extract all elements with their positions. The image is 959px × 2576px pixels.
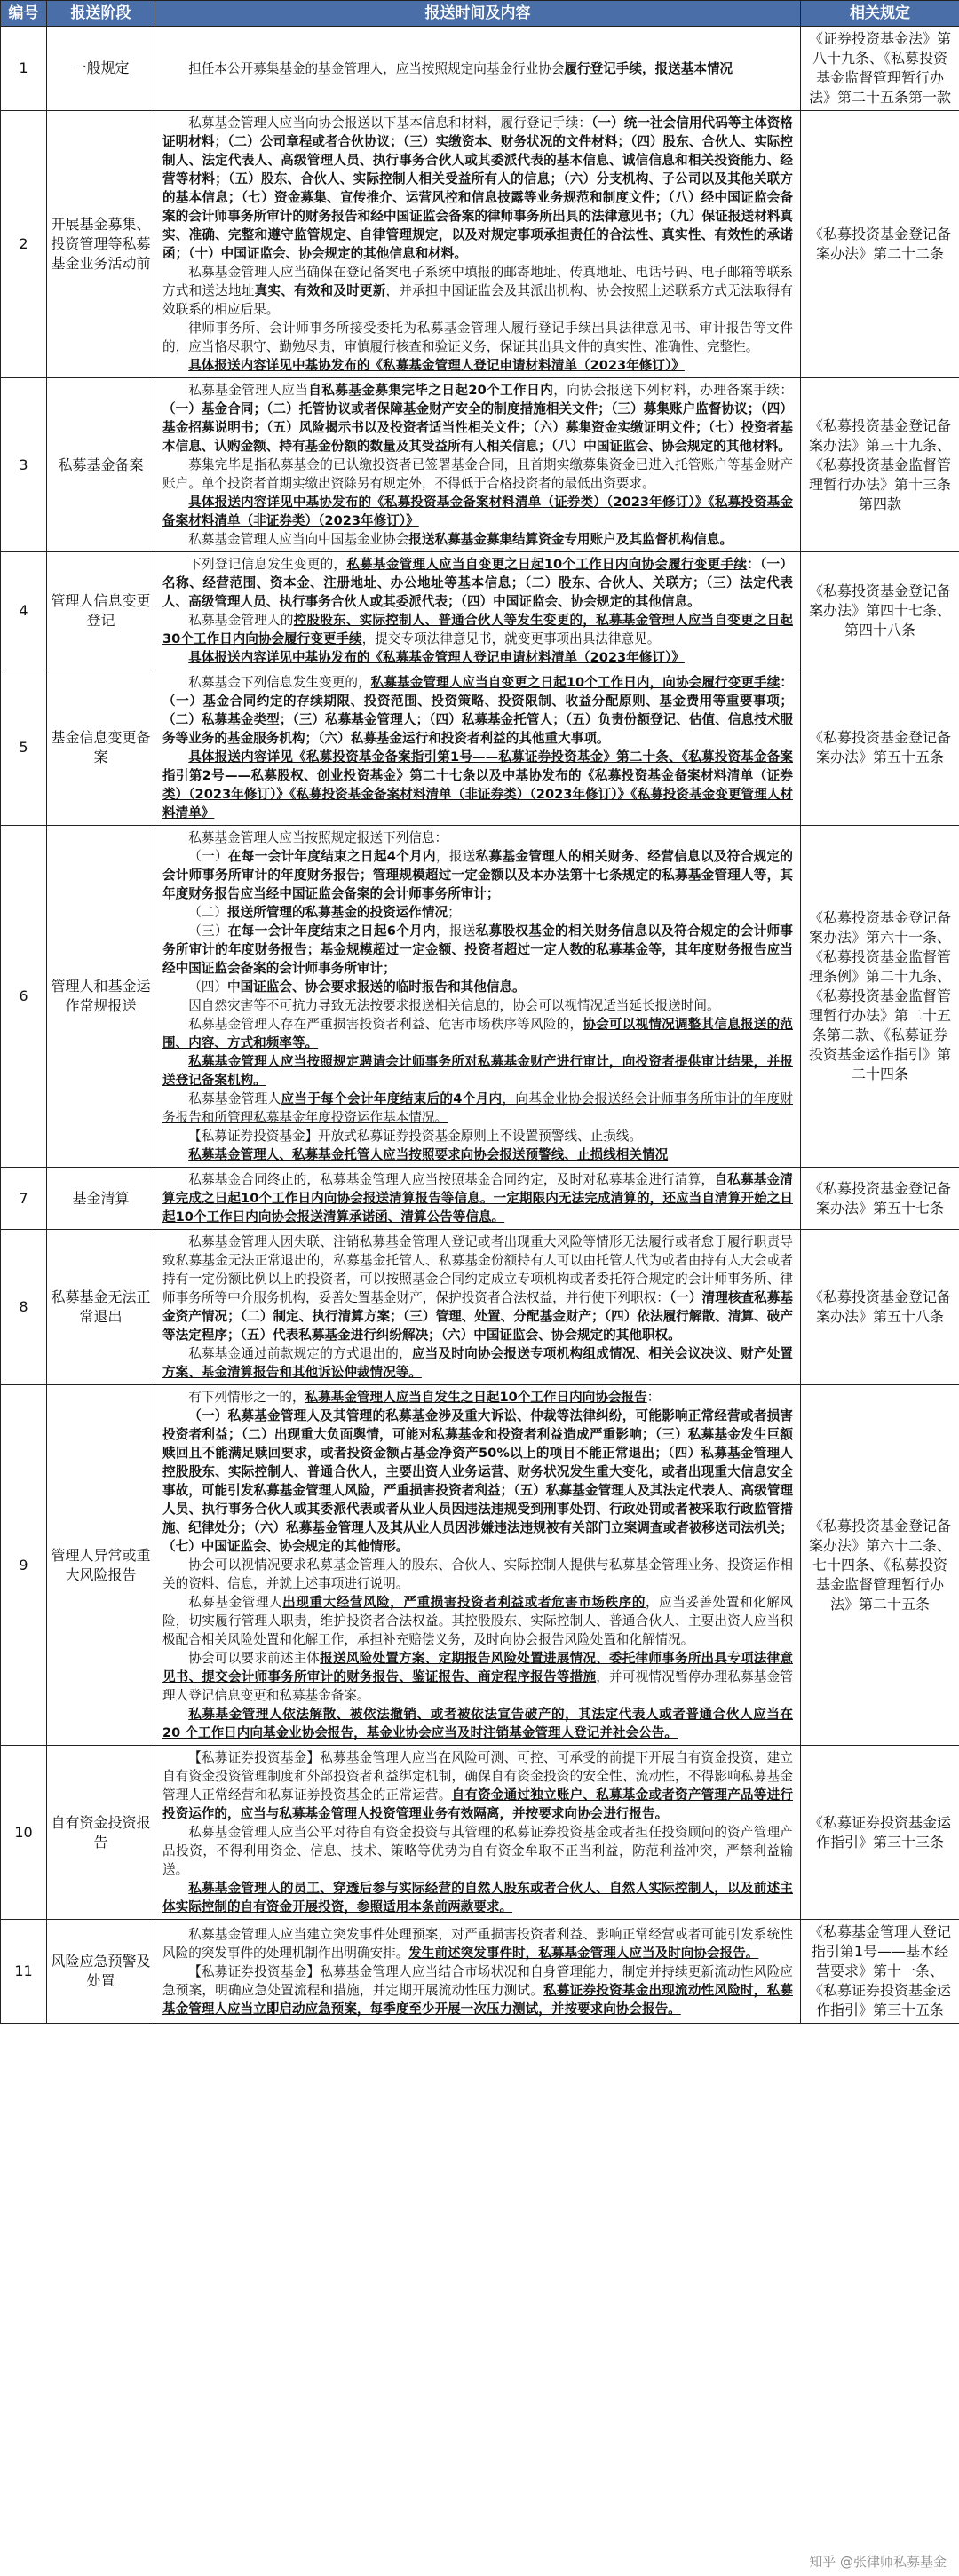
header-no: 编号 bbox=[1, 1, 47, 27]
content-paragraph bbox=[162, 59, 793, 78]
text-run: 私募基金管理人 bbox=[188, 1595, 283, 1610]
text-run: 发生前述突发事件时，私募基金管理人应当及时向协会报告。 bbox=[408, 1945, 759, 1961]
text-run: 律师事务所、会计师事务所接受委托为私募基金管理人履行登记手续出具法律意见书、审计报告等文件的，应当恪尽职守、勤勉尽责，审慎履行核查和验证义务，保证其出具文件的真实性、准确性、完整性。 bbox=[162, 321, 793, 354]
content-paragraph bbox=[162, 828, 793, 847]
content-paragraph bbox=[162, 263, 793, 319]
content-paragraph bbox=[162, 530, 793, 549]
row-content bbox=[155, 670, 801, 826]
watermark: 知乎 @张律师私募基金 bbox=[809, 2554, 947, 2570]
text-run: ，向基金业协会报送经会计师事务所审计的年度财务报告和所管理私募基金年度投资运作基本情况。 bbox=[162, 1091, 793, 1125]
text-run: 【私募证券投资基金】开放式私募证券投资基金原则上不设置预警线、止损线。 bbox=[188, 1129, 642, 1144]
text-run: （一）私募基金管理人及其管理的私募基金涉及重大诉讼、仲裁等法律纠纷，可能影响正常经营或者损害投资者利益；（二）出现重大负面舆情，可能对私募基金和投资者利益造成严重影响；（三）私募基金发生巨额赎回且不能满足赎回要求，或者投资金额占基金净资产50%以上的项目不能正常退出；（四）私募基金管理人控股股东、实际控制人、普通合伙人，主要出资人业务运营、财务状况发生重大变化，或者出现重大信息安全事故，可能引发私募基金管理人风险，严重损害投资者利益；（五）私募基金管理人及其法定代表人、高级管理人员、执行事务合伙人或其委派代表或者从业人员因违法违规受到刑事处罚、行政处罚或者被采取行政监管措施、纪律处分；（六）私募基金管理人及其从业人员因涉嫌违法违规被有关部门立案调查或者被移送司法机关；（七）中国证监会、协会规定的其他情形。 bbox=[162, 1408, 793, 1554]
text-run: 私募基金管理人的员工、穿透后参与实际经营的自然人股东或者合伙人、自然人实际控制人，以及前述主体实际控制的自有资金开展投资，参照适用本条前两款要求。 bbox=[162, 1881, 793, 1914]
row-number: 6 bbox=[1, 826, 47, 1168]
text-run: ；管理规模超过一定金额以及本办法第十七条规定的私募基金管理人等，其年度财务报告应当经中国证监会备案的会计师事务所审计； bbox=[162, 868, 793, 901]
content-paragraph bbox=[162, 1649, 793, 1705]
content-paragraph bbox=[162, 978, 793, 996]
header-regs: 相关规定 bbox=[801, 1, 959, 27]
content-paragraph bbox=[162, 1407, 793, 1556]
text-run: 私募证券投资基金出现流动性风险时，私募基金管理人应当立即启动应急预案，每季度至少开展一次压力测试，并按要求向协会报告。 bbox=[162, 1982, 793, 2017]
text-run: ； bbox=[448, 905, 461, 920]
row-content bbox=[155, 552, 801, 670]
text-run: 私募基金管理人依法解散、被依法撤销、或者被依法宣告破产的，其法定代表人或者普通合伙人应当在 20 个工作日内向基金业协会报告 bbox=[162, 1707, 793, 1740]
table-row bbox=[1, 670, 959, 826]
row-regulations: 《私募投资基金登记备案办法》第六十一条、《私募投资基金监督管理条例》第二十九条、《私募投资基金监督管理暂行办法》第二十五条第二款、《私募证券投资基金运作指引》第二十四条 bbox=[801, 826, 959, 1168]
text-run: ，报送 bbox=[435, 849, 476, 864]
text-run: 真实、有效和及时更新 bbox=[254, 283, 386, 298]
text-run: 具体报送内容详见《私募投资基金备案指引第1号——私募证券投资基金》第二十条、《私募投资基金备案指引第2号——私募股权、创业投资基金》第二十七条以及中基协发布的《私募投资基金备案材料清单（证券类）（2023年修订）》《私募投资基金备案材料清单（非证券类）（2023年修订）》《私募投资基金变更管理人材料清单》 bbox=[162, 749, 793, 820]
content-paragraph bbox=[162, 648, 793, 667]
text-run: 在每一会计年度结束之日起6个月内 bbox=[227, 923, 436, 939]
row-content bbox=[155, 1168, 801, 1230]
content-paragraph bbox=[162, 1388, 793, 1407]
text-run: ；基金规模超过一定金额、投资者超过一定人数的私募基金等，其年度财务报告应当经中国证监会备案的会计师事务所审计； bbox=[162, 942, 793, 976]
row-content bbox=[155, 826, 801, 1168]
text-run: （三） bbox=[188, 923, 228, 939]
row-content bbox=[155, 1230, 801, 1385]
text-run: （一）统一社会信用代码等主体资格证明材料；（二）公司章程或者合伙协议；（三）实缴资本、财务状况的文件材料；（四）股东、合伙人、实际控制人、法定代表人、高级管理人员、执行事务合伙人或其委派代表的基本信息、诚信信息和相关投资能力、经营等材料；（五）股东、合伙人、实际控制人相关受益所有人的信息；（六）分支机构、子公司以及其他关联方的基本信息；（七）资金募集、宣传推介、运营风控和信息披露等业务规范和制度文件；（八）经中国证监会备案的会计师事务所审计的财务报告和经中国证监会备案的律师事务所出具的法律意见书；（九）保证报送材料真实、准确、完整和遵守监管规定、自律管理规定，以及对规定事项承担责任的合法性、真实性、有效性的承诺函；（十）中国证监会、协会规定的其他信息和材料。 bbox=[162, 115, 793, 261]
text-run: 应当于每个会计年度结束后的4个月内 bbox=[281, 1091, 503, 1106]
content-paragraph bbox=[162, 1925, 793, 1962]
content-paragraph bbox=[162, 748, 793, 822]
content-paragraph bbox=[162, 903, 793, 922]
text-run: 私募基金通过前款规定的方式退出的， bbox=[188, 1346, 412, 1361]
row-regulations: 《私募投资基金登记备案办法》第四十七条、第四十八条 bbox=[801, 552, 959, 670]
text-run: ，提交专项法律意见书，就变更事项出具法律意见。 bbox=[361, 631, 661, 646]
row-regulations: 《私募投资基金登记备案办法》第六十二条、七十四条、《私募投资基金监督管理暂行办法》第二十五条 bbox=[801, 1385, 959, 1746]
row-content bbox=[155, 378, 801, 552]
text-run: 私募基金合同终止的，私募基金管理人应当按照基金合同约定，及时对私募基金进行清算， bbox=[188, 1172, 715, 1187]
text-run: 私募基金管理人因失联、注销私募基金管理人登记或者出现重大风险等情形无法履行或者怠于履行职责导致私募基金无法正常退出的，私募基金托管人、私募基金份额持有人可以由托管人代为或者由持有人大会或者持有一定份额比例以上的投资者，可以按照基金合同约定成立专项机构或者委托符合规定的会计师事务所、律师事务所等中介服务机构，妥善处置基金财产，保护投资者合法权益，并行使下列职权： bbox=[162, 1234, 793, 1305]
text-run: 私募基金管理人应当自变更之日起10个工作日内向协会履行变更手续 bbox=[346, 557, 748, 572]
text-run: 私募基金管理人应当 bbox=[188, 383, 309, 398]
row-stage: 管理人信息变更登记 bbox=[47, 552, 155, 670]
text-run: （四） bbox=[188, 979, 227, 995]
content-paragraph bbox=[162, 1145, 793, 1164]
text-run: 私募基金管理人应当按照规定报送下列信息： bbox=[188, 830, 448, 845]
header-content: 报送时间及内容 bbox=[155, 1, 801, 27]
content-paragraph bbox=[162, 673, 793, 748]
row-number: 2 bbox=[1, 111, 47, 378]
text-run: ，基金业协会应当及时注销基金管理人登记并社会公告。 bbox=[353, 1725, 678, 1740]
text-run: 有下列情形之一的， bbox=[188, 1390, 305, 1405]
text-run: 控股股东、实际控制人、普通合伙人等发生变更的，私募基金管理人应当自变更之日起30个工作日内向协会履行变更手续 bbox=[162, 613, 793, 646]
text-run: 私募基金管理人的相关财务、经营信息以及符合规定的会计师事务所审计的年度财务报告 bbox=[162, 849, 793, 883]
table-row bbox=[1, 1746, 959, 1920]
row-stage: 私募基金无法正常退出 bbox=[47, 1230, 155, 1385]
text-run: （一） bbox=[188, 849, 228, 864]
text-run: 私募基金管理人 bbox=[188, 1091, 281, 1106]
text-run: ：（一）基金合同约定的存续期限、投资范围、投资策略、投资限制、收益分配原则、基金费用等重要事项；（二）私募基金类型；（三）私募基金管理人；（四）私募基金托管人；（五）负责份额登记、估值、信息技术服务等业务的基金服务机构；（六）私募基金运行和投资者利益的其他重大事项。 bbox=[162, 675, 793, 746]
row-number: 8 bbox=[1, 1230, 47, 1385]
content-paragraph bbox=[162, 356, 793, 375]
row-content bbox=[155, 1920, 801, 2024]
text-run: ，向协会报送下列材料，办理备案手续： bbox=[553, 383, 793, 398]
text-run: 报送风险处置方案、定期报告风险处置进展情况、委托律师事务所出具专项法律意见书、提交会计师事务所审计的财务报告、鉴证报告、商定程序报告等措施 bbox=[162, 1651, 793, 1684]
row-regulations: 《私募证券投资基金运作指引》第三十三条 bbox=[801, 1746, 959, 1920]
text-run: ：（一）名称、经营范围、资本金、注册地址、办公地址等基本信息；（二）股东、合伙人、关联方；（三）法定代表人、高级管理人员、执行事务合伙人或其委派代表；（四）中国证监会、协会规定的其他信息。 bbox=[162, 557, 793, 609]
content-paragraph bbox=[162, 381, 793, 456]
row-stage: 私募基金备案 bbox=[47, 378, 155, 552]
content-paragraph bbox=[162, 1015, 793, 1052]
row-stage: 一般规定 bbox=[47, 27, 155, 111]
text-run: 具体报送内容详见中基协发布的《私募基金管理人登记申请材料清单（2023年修订）》 bbox=[188, 358, 685, 373]
content-paragraph bbox=[162, 922, 793, 978]
content-paragraph bbox=[162, 1233, 793, 1344]
text-run: 私募基金管理人应当向协会报送以下基本信息和材料，履行登记手续： bbox=[188, 115, 592, 131]
row-regulations: 《私募投资基金登记备案办法》第五十五条 bbox=[801, 670, 959, 826]
text-run: 应当及时向协会报送专项机构组成情况、相关会议决议、财产处置方案、基金清算报告和其他诉讼仲裁情况等。 bbox=[162, 1346, 793, 1380]
text-run: （一）清理核查私募基金资产情况；（二）制定、执行清算方案；（三）管理、处置、分配基金财产；（四）依法履行解散、清算、破产等法定程序；（五）代表私募基金进行纠纷解决；（六）中国证监会、协会规定的其他职权。 bbox=[162, 1290, 793, 1343]
content-paragraph bbox=[162, 1879, 793, 1916]
content-paragraph bbox=[162, 1170, 793, 1226]
row-number: 4 bbox=[1, 552, 47, 670]
text-run: 履行登记手续，报送基本情况 bbox=[564, 60, 733, 76]
row-stage: 风险应急预警及处置 bbox=[47, 1920, 155, 2024]
text-run: 自有资金通过独立账户、私募基金或者资产管理产品等进行投资运作的，应当与私募基金管理人投资管理业务有效隔离，并按要求向协会进行报告。 bbox=[162, 1787, 793, 1821]
text-run: 私募股权基金的相关财务信息以及符合规定的会计师事务所审计的年度财务报告 bbox=[162, 923, 793, 957]
text-run: 【私募证券投资基金】私募基金管理人应当结合市场状况和自身管理能力，制定并持续更新流动性风险应急预案，明确应急处置流程和措施，并定期开展流动性压力测试。 bbox=[162, 1963, 793, 1998]
text-run: 私募基金管理人、私募基金托管人应当按照要求向协会报送预警线、止损线相关情况 bbox=[188, 1147, 669, 1162]
row-regulations: 《私募投资基金登记备案办法》第五十七条 bbox=[801, 1168, 959, 1230]
text-run: 中国证监会、协会要求报送的临时报告和其他信息。 bbox=[226, 979, 526, 995]
content-paragraph bbox=[162, 1090, 793, 1127]
text-run: 出现重大经营风险，严重损害投资者利益或者危害市场秩序的 bbox=[282, 1595, 646, 1610]
text-run: 协会可以要求前述主体 bbox=[188, 1651, 321, 1666]
row-content bbox=[155, 111, 801, 378]
text-run: 因自然灾害等不可抗力导致无法按要求报送相关信息的，协会可以视情况适当延长报送时间。 bbox=[188, 998, 720, 1013]
text-run: ，应当妥善处置和化解风险，切实履行管理人职责，维护投资者合法权益。其控股股东、实际控制人、普通合伙人、主要出资人应当积极配合相关风险处置和化解工作，承担补充赔偿义务，及时向协会报告风险处置和化解情况。 bbox=[162, 1595, 793, 1647]
text-run: 【私募证券投资基金】私募基金管理人应当在风险可测、可控、可承受的前提下开展自有资金投资，建立自有资金投资管理制度和外部投资者利益绑定机制，确保自有资金投资的安全性、流动性，不得影响私募基金管理人正常经营和私募证券投资基金的正常运营。 bbox=[162, 1750, 793, 1803]
table-body bbox=[1, 27, 959, 2024]
row-stage: 管理人和基金运作常规报送 bbox=[47, 826, 155, 1168]
row-number: 10 bbox=[1, 1746, 47, 1920]
text-run: 私募基金下列信息发生变更的， bbox=[188, 675, 371, 690]
table-header-row bbox=[1, 1, 959, 27]
text-run: （二） bbox=[188, 905, 227, 920]
content-paragraph bbox=[162, 1344, 793, 1382]
row-stage: 基金清算 bbox=[47, 1168, 155, 1230]
text-run: 私募基金管理人应当确保在登记备案电子系统中填报的邮寄地址、传真地址、电话号码、电子邮箱等联系方式和送达地址 bbox=[162, 265, 793, 298]
row-number: 9 bbox=[1, 1385, 47, 1746]
table-row bbox=[1, 1168, 959, 1230]
text-run: 具体报送内容详见中基协发布的《私募基金管理人登记申请材料清单（2023年修订）》 bbox=[188, 650, 685, 665]
table-row bbox=[1, 552, 959, 670]
row-number: 3 bbox=[1, 378, 47, 552]
text-run: ： bbox=[646, 1390, 661, 1405]
row-stage: 基金信息变更备案 bbox=[47, 670, 155, 826]
content-paragraph bbox=[162, 555, 793, 611]
content-paragraph bbox=[162, 1748, 793, 1823]
text-run: 具体报送内容详见中基协发布的《私募投资基金备案材料清单（证券类）（2023年修订）》《私募投资基金备案材料清单（非证券类）（2023年修订）》 bbox=[162, 495, 793, 528]
row-number: 5 bbox=[1, 670, 47, 826]
row-number: 1 bbox=[1, 27, 47, 111]
table-row bbox=[1, 111, 959, 378]
text-run: 私募基金管理人存在严重损害投资者利益、危害市场秩序等风险的， bbox=[188, 1017, 583, 1032]
content-paragraph bbox=[162, 493, 793, 530]
row-regulations: 《私募投资基金登记备案办法》第三十九条、《私募投资基金监督管理暂行办法》第十三条第四款 bbox=[801, 378, 959, 552]
text-run: 协会可以视情况要求私募基金管理人的股东、合伙人、实际控制人提供与私募基金管理业务、投资运作相关的资料、信息，并就上述事项进行说明。 bbox=[162, 1557, 793, 1591]
content-paragraph bbox=[162, 1593, 793, 1649]
content-paragraph bbox=[162, 1823, 793, 1879]
text-run: 私募基金管理人应当按照规定聘请会计师事务所对私募基金财产进行审计，向投资者提供审计结果，并报送登记备案机构。 bbox=[162, 1054, 793, 1088]
row-regulations: 《证券投资基金法》第八十九条、《私募投资基金监督管理暂行办法》第二十五条第一款 bbox=[801, 27, 959, 111]
text-run: 自私募基金清算完成之日起10个工作日内向协会报送清算报告等信息。一定期限内无法完成清算的，还应当自清算开始之日起10个工作日内向协会报送清算承诺函、清算公告等信息。 bbox=[162, 1172, 793, 1225]
row-content bbox=[155, 27, 801, 111]
text-run: 私募基金管理人的 bbox=[188, 613, 294, 628]
content-paragraph bbox=[162, 1052, 793, 1090]
text-run: ，并承担中国证监会及其派出机构、协会按照上述联系方式无法取得有效联系的相应后果。 bbox=[162, 283, 793, 317]
text-run: 私募基金管理人应当自变更之日起10个工作日内，向协会履行变更手续 bbox=[370, 675, 781, 690]
text-run: 私募基金管理人应当自发生之日起10个工作日内向协会报告 bbox=[305, 1390, 647, 1405]
row-regulations: 《私募投资基金登记备案办法》第二十二条 bbox=[801, 111, 959, 378]
row-stage: 自有资金投资报告 bbox=[47, 1746, 155, 1920]
table-row bbox=[1, 826, 959, 1168]
row-number: 7 bbox=[1, 1168, 47, 1230]
text-run: 报送私募基金募集结算资金专用账户及其监督机构信息。 bbox=[408, 532, 733, 547]
text-run: 下列登记信息发生变更的， bbox=[188, 557, 347, 572]
table-row bbox=[1, 1920, 959, 2024]
text-run: 协会可以视情况调整其信息报送的范围、内容、方式和频率等。 bbox=[162, 1017, 793, 1050]
row-regulations: 《私募基金管理人登记指引第1号——基本经营要求》第十一条、《私募证券投资基金运作指引》第三十五条 bbox=[801, 1920, 959, 2024]
text-run: ，报送 bbox=[435, 923, 476, 939]
text-run: 募集完毕是指私募基金的已认缴投资者已签署基金合同，且首期实缴募集资金已进入托管账户等基金财产账户。单个投资者首期实缴出资除另有规定外，不得低于合格投资者的最低出资要求。 bbox=[162, 457, 793, 491]
table-row bbox=[1, 1385, 959, 1746]
row-number: 11 bbox=[1, 1920, 47, 2024]
text-run: 报送所管理的私募基金的投资运作情况 bbox=[226, 905, 448, 920]
content-paragraph bbox=[162, 1705, 793, 1742]
content-paragraph bbox=[162, 1556, 793, 1593]
content-paragraph bbox=[162, 847, 793, 903]
text-run: 担任本公开募集基金的基金管理人，应当按照规定向基金行业协会 bbox=[188, 60, 565, 76]
text-run: 私募基金管理人应当公平对待自有资金投资与其管理的私募证券投资基金或者担任投资顾问的资产管理产品投资，不得利用资金、信息、技术、策略等优势为自有资金牟取不正当利益，防范利益冲突，严禁利益输送。 bbox=[162, 1825, 793, 1877]
content-paragraph bbox=[162, 1127, 793, 1145]
table-row bbox=[1, 378, 959, 552]
content-paragraph bbox=[162, 611, 793, 648]
header-stage: 报送阶段 bbox=[47, 1, 155, 27]
row-stage: 开展基金募集、投资管理等私募基金业务活动前 bbox=[47, 111, 155, 378]
row-regulations: 《私募投资基金登记备案办法》第五十八条 bbox=[801, 1230, 959, 1385]
table-row bbox=[1, 1230, 959, 1385]
content-paragraph bbox=[162, 996, 793, 1015]
content-paragraph bbox=[162, 1962, 793, 2018]
text-run: 私募基金管理人应当建立突发事件处理预案，对严重损害投资者利益、影响正常经营或者可能引发系统性风险的突发事件的处理机制作出明确安排。 bbox=[162, 1926, 793, 1961]
text-run: 在每一会计年度结束之日起4个月内 bbox=[227, 849, 436, 864]
content-paragraph bbox=[162, 319, 793, 356]
text-run: （一）基金合同；（二）托管协议或者保障基金财产安全的制度措施相关文件；（三）募集账户监督协议；（四）基金招募说明书；（五）风险揭示书以及投资者适当性相关文件；（六）募集资金实缴证明文件；（七）投资者基本信息、认购金额、持有基金份额的数量及其受益所有人相关信息；（八）中国证监会、协会规定的其他材料。 bbox=[162, 401, 793, 454]
text-run: 私募基金管理人应当向中国基金业协会 bbox=[188, 532, 409, 547]
table-row bbox=[1, 27, 959, 111]
text-run: ，并可视情况暂停办理私募基金管理人登记信息变更和私募基金备案。 bbox=[162, 1669, 793, 1703]
row-stage: 管理人异常或重大风险报告 bbox=[47, 1385, 155, 1746]
row-content bbox=[155, 1746, 801, 1920]
text-run: 自私募基金募集完毕之日起20个工作日内 bbox=[308, 383, 554, 398]
content-paragraph bbox=[162, 114, 793, 263]
row-content bbox=[155, 1385, 801, 1746]
content-paragraph bbox=[162, 456, 793, 493]
